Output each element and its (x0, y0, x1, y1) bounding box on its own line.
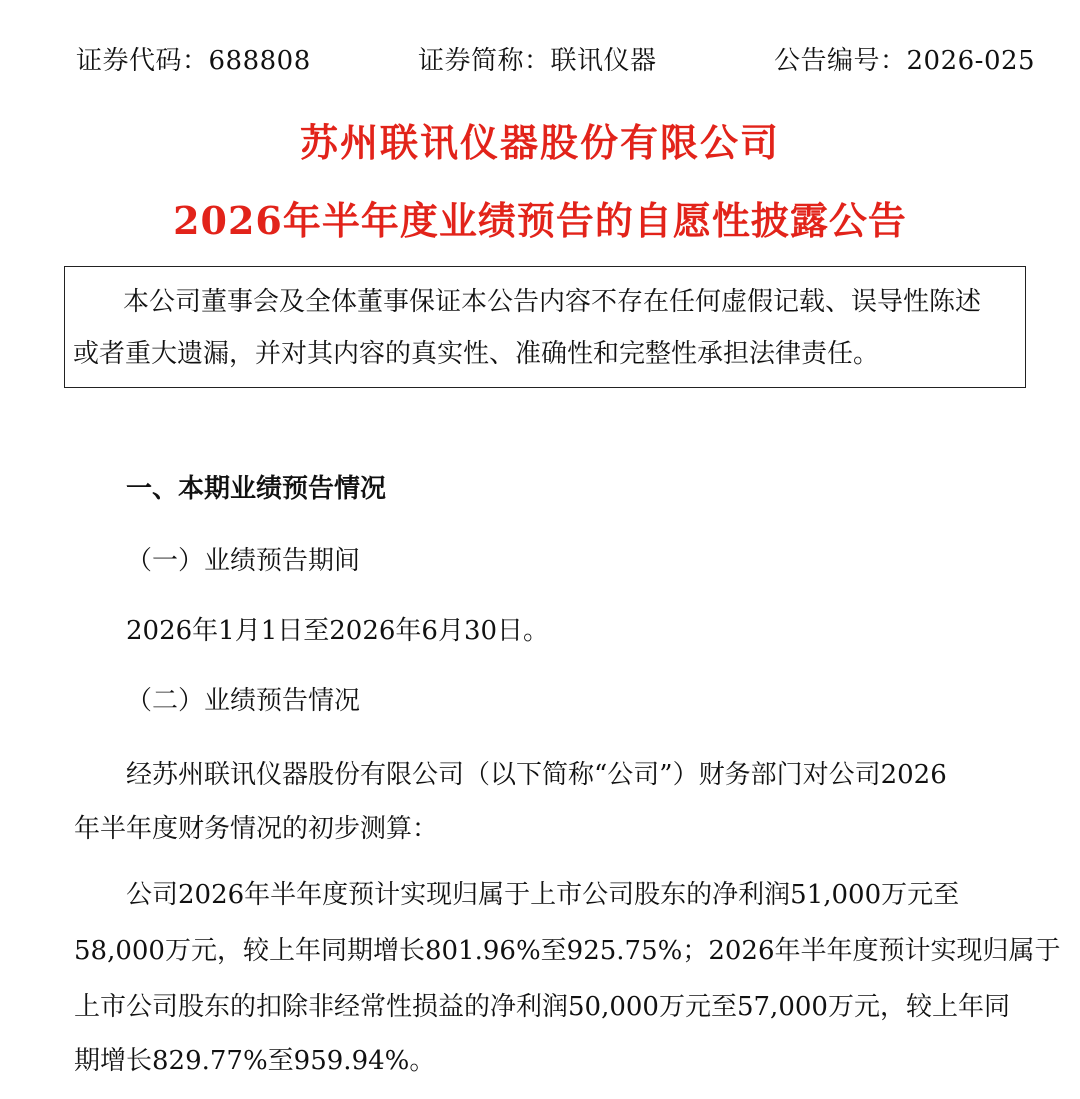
security-code: 证券代码：688808 (76, 46, 311, 76)
intro-line-2: 年半年度财务情况的初步测算： (74, 814, 439, 844)
detail-line-2: 58,000万元，较上年同期增长801.96%至925.75%；2026年半年度预计实现归属于 (74, 936, 1061, 966)
forecast-period: 2026年1月1日至2026年6月30日。 (126, 616, 550, 646)
detail-line-1: 公司2026年半年度预计实现归属于上市公司股东的净利润51,000万元至 (126, 880, 960, 910)
detail-line-4: 期增长829.77%至959.94%。 (74, 1046, 436, 1076)
subsection-heading-forecast: （二）业绩预告情况 (126, 686, 361, 716)
announcement-number: 公告编号：2026-025 (774, 46, 1036, 76)
detail-line-3: 上市公司股东的扣除非经常性损益的净利润50,000万元至57,000万元，较上年同 (74, 992, 1010, 1022)
security-abbreviation: 证券简称：联讯仪器 (418, 46, 657, 76)
section-heading: 一、本期业绩预告情况 (126, 474, 387, 504)
board-statement-line-1: 本公司董事会及全体董事保证本公告内容不存在任何虚假记载、误导性陈述 (123, 287, 982, 317)
company-title: 苏州联讯仪器股份有限公司 (299, 120, 780, 165)
intro-line-1: 经苏州联讯仪器股份有限公司（以下简称“公司”）财务部门对公司2026 (126, 760, 947, 790)
announcement-title: 2026年半年度业绩预告的自愿性披露公告 (173, 198, 907, 243)
board-statement-box (64, 266, 1026, 388)
board-statement-line-2: 或者重大遗漏，并对其内容的真实性、准确性和完整性承担法律责任。 (73, 339, 880, 369)
subsection-heading-period: （一）业绩预告期间 (126, 546, 361, 576)
